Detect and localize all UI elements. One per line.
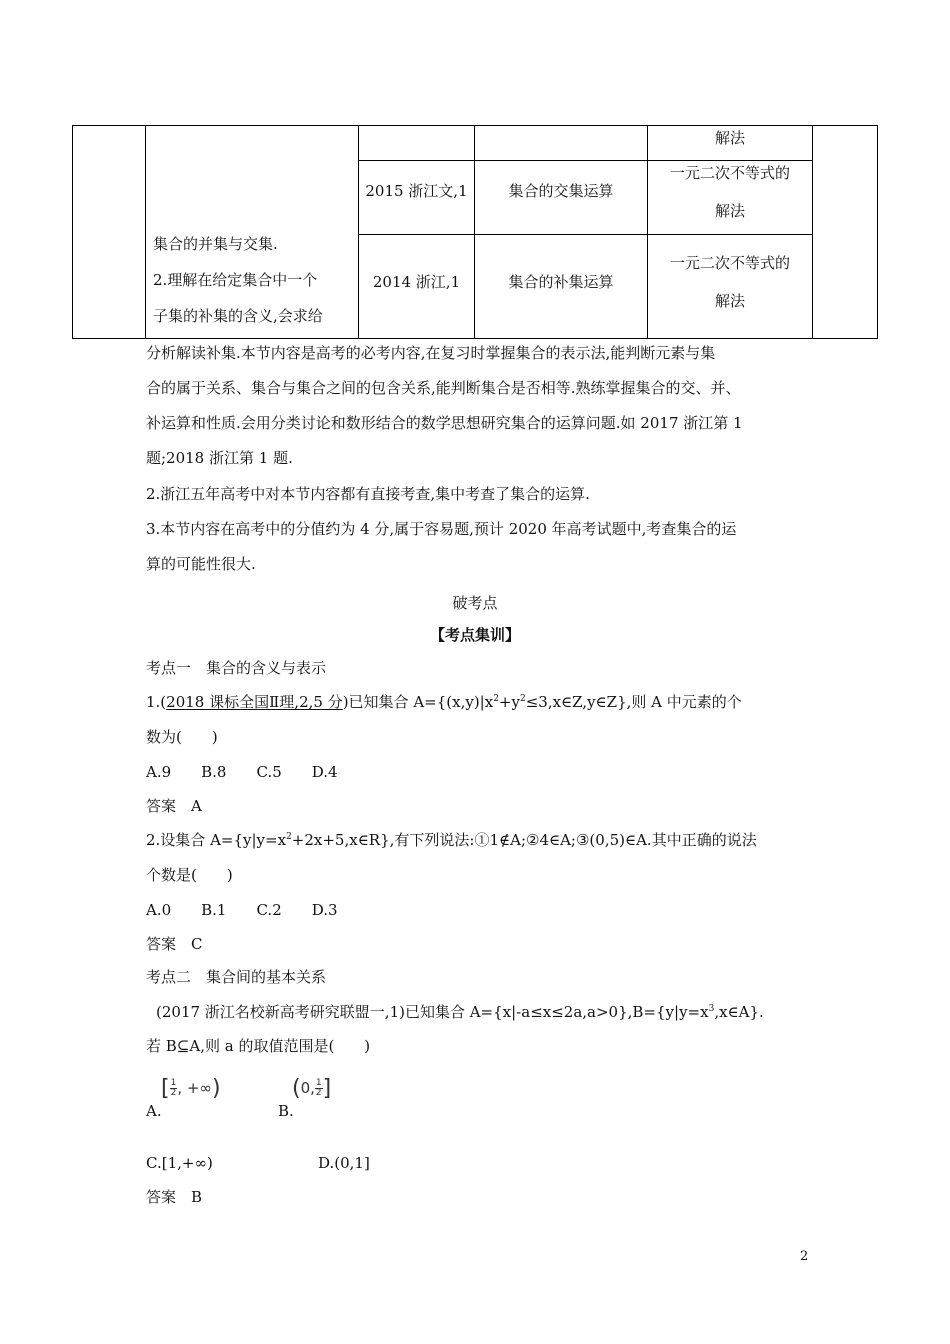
table-border-bottom bbox=[72, 338, 878, 339]
table-cell-source: 2014 浙江,1 bbox=[372, 273, 461, 291]
option-b-interval: (0, $\frac{1}{2}$ ] bbox=[292, 1076, 332, 1101]
analysis-line: 合的属于关系、集合与集合之间的包含关系,能判断集合是否相等.熟练掌握集合的交、并、 bbox=[146, 379, 741, 397]
table-cell-topic: 集合的交集运算 bbox=[508, 182, 614, 200]
section-title: 破考点 bbox=[452, 594, 498, 612]
table-col-divider bbox=[145, 125, 146, 339]
table-row-divider bbox=[358, 234, 813, 235]
table-col-divider bbox=[358, 125, 359, 339]
table-cell-knowledge: 一元二次不等式的 bbox=[669, 164, 790, 182]
question-1-answer: 答案 A bbox=[146, 797, 202, 815]
option-b-label: B. bbox=[278, 1102, 294, 1120]
option-d: D.(0,1] bbox=[318, 1154, 370, 1172]
option-a-interval: [ $\frac{1}{2}$ , +∞) bbox=[161, 1076, 221, 1101]
table-col-divider bbox=[812, 125, 813, 339]
question-3-line: (2017 浙江名校新高考研究联盟一,1)已知集合 $A=\{x|-a\le x\le 2a,a>0\},B=\{y|y=x^3,x\in A\}$. bbox=[156, 1003, 764, 1021]
question-2-line: 个数是( ) bbox=[146, 866, 233, 884]
option-a-label: A. bbox=[146, 1102, 162, 1120]
analysis-line: 算的可能性很大. bbox=[146, 555, 256, 573]
table-cell: 解法 bbox=[714, 129, 745, 147]
table-col-divider bbox=[72, 125, 73, 339]
analysis-line: 分析解读补集.本节内容是高考的必考内容,在复习时掌握集合的表示法,能判断元素与集 bbox=[146, 344, 716, 362]
table-cell-knowledge: 解法 bbox=[714, 292, 745, 310]
topic-heading: 考点一 集合的含义与表示 bbox=[146, 659, 327, 677]
topic-heading: 考点二 集合间的基本关系 bbox=[146, 968, 327, 986]
table-cell-source: 2015 浙江文,1 bbox=[365, 182, 468, 200]
question-1-line: 1.(2018 课标全国Ⅱ理,2,5 分)已知集合 $A=\{(x,y)|x^2+y^2\le 3,x\in Z,y\in Z\}$,则 A 中元素的个 bbox=[146, 693, 742, 711]
analysis-line: 题;2018 浙江第 1 题. bbox=[146, 449, 293, 467]
table-requirement-line: 子集的补集的含义,会求给 bbox=[153, 307, 323, 325]
question-2-options: A.0 B.1 C.2 D.3 bbox=[146, 901, 338, 919]
question-2-line: 2.设集合 $A=\{y|y=x^2+2x+5,x\in R\}$,有下列说法:①1∉A;②4∈A;③(0,5)∈A.其中正确的说法 bbox=[146, 831, 757, 849]
question-1-options: A.9 B.8 C.5 D.4 bbox=[146, 763, 338, 781]
question-2-answer: 答案 C bbox=[146, 935, 203, 953]
subsection-title: 【考点集训】 bbox=[429, 626, 520, 644]
option-c: C.[1,+∞) bbox=[146, 1154, 213, 1172]
analysis-line: 3.本节内容在高考中的分值约为 4 分,属于容易题,预计 2020 年高考试题中,考查集合的运 bbox=[146, 520, 737, 538]
analysis-line: 2.浙江五年高考中对本节内容都有直接考查,集中考查了集合的运算. bbox=[146, 485, 590, 503]
table-col-divider bbox=[474, 125, 475, 339]
fraction: $\frac{1}{2}$ bbox=[315, 1078, 322, 1098]
table-requirement-line: 集合的并集与交集. bbox=[153, 235, 278, 253]
table-col-divider bbox=[877, 125, 878, 339]
table-cell-knowledge: 解法 bbox=[714, 202, 745, 220]
page-number: 2 bbox=[800, 1249, 809, 1264]
question-source-link[interactable]: 2018 课标全国Ⅱ理,2,5 分 bbox=[166, 693, 343, 711]
table-requirement-line: 2.理解在给定集合中一个 bbox=[153, 271, 318, 289]
question-3-line: 若 B⊆A,则 a 的取值范围是( ) bbox=[146, 1037, 371, 1055]
table-cell-knowledge: 一元二次不等式的 bbox=[669, 254, 790, 272]
table-cell-topic: 集合的补集运算 bbox=[508, 273, 614, 291]
question-1-line: 数为( ) bbox=[146, 728, 218, 746]
analysis-line: 补运算和性质.会用分类讨论和数形结合的数学思想研究集合的运算问题.如 2017 浙江第 1 bbox=[146, 414, 743, 432]
fraction: $\frac{1}{2}$ bbox=[170, 1078, 177, 1098]
question-3-answer: 答案 B bbox=[146, 1188, 203, 1206]
